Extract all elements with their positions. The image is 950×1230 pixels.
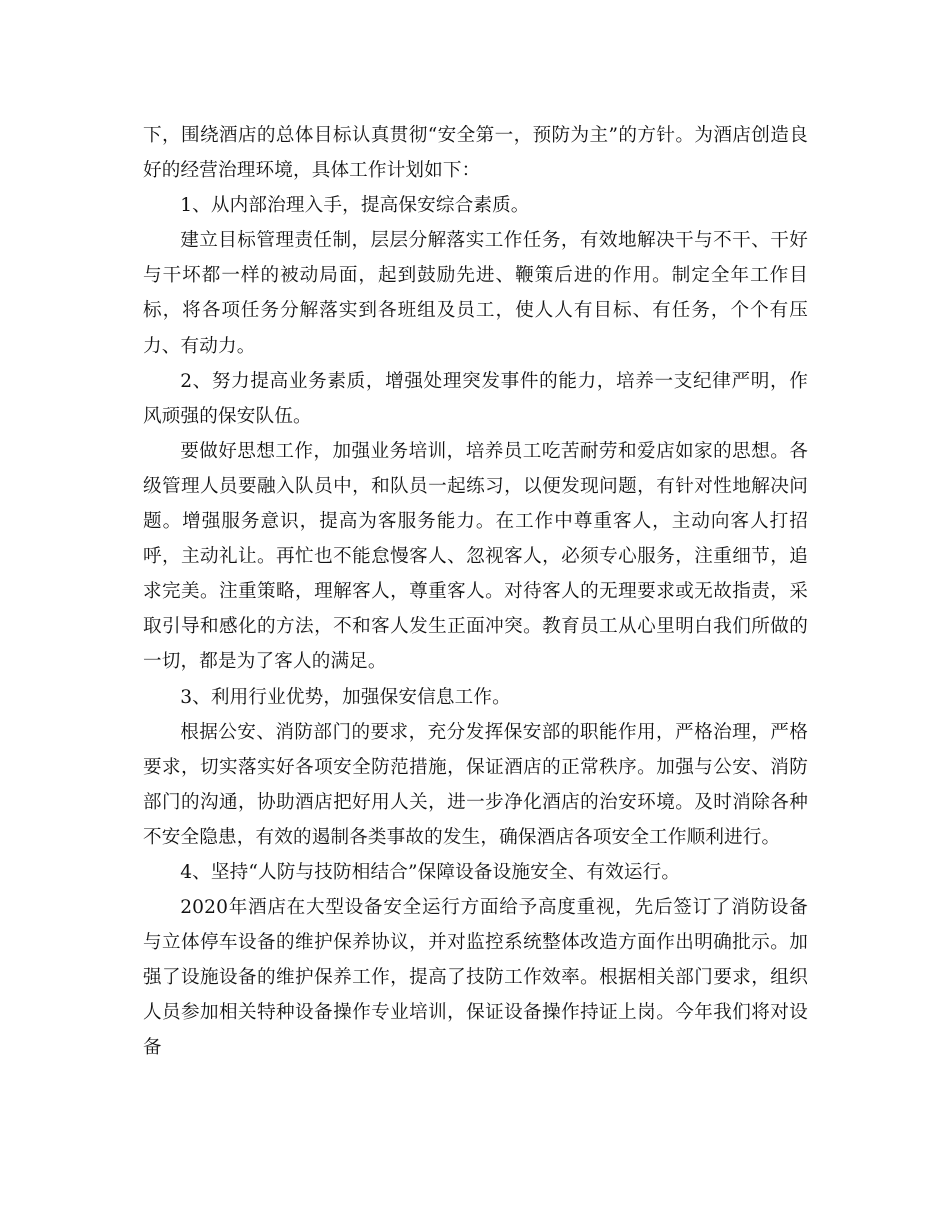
section-heading-4: 4、坚持“人防与技防相结合”保障设备设施安全、有效运行。 bbox=[180, 861, 681, 883]
paragraph-section-2: 要做好思想工作，加强业务培训，培养员工吃苦耐劳和爱店如家的思想。各级管理人员要融入队员中，和队员一起练习，以便发现问题，有针对性地解决问题。增强服务意识，提高为客服务能力。在工作中尊重客人，主动向客人打招呼，主动礼让。再忙也不能怠慢客人、忽视客人，必须专心服务，注重细节，追求完美。注重策略，理解客人，尊重客人。对待客人的无理要求或无故指责，采取引导和感化的方法，不和客人发生正面冲突。教育员工从心里明白我们所做的一切，都是为了客人的满足。 bbox=[143, 440, 808, 673]
paragraph-section-3: 根据公安、消防部门的要求，充分发挥保安部的职能作用，严格治理，严格要求，切实落实好各项安全防范措施，保证酒店的正常秩序。加强与公安、消防部门的沟通，协助酒店把好用人关，进一步净化酒店的治安环境。及时消除各种不安全隐患，有效的遏制各类事故的发生，确保酒店各项安全工作顺利进行。 bbox=[143, 721, 808, 848]
paragraph-section-4: 2020年酒店在大型设备安全运行方面给予高度重视，先后签订了消防设备与立体停车设备的维护保养协议，并对监控系统整体改造方面作出明确批示。加强了设施设备的维护保养工作，提高了技防工作效率。根据相关部门要求，组织人员参加相关特种设备操作专业培训，保证设备操作持证上岗。今年我们将对设备 bbox=[143, 897, 808, 1059]
document-body bbox=[143, 118, 808, 1066]
section-heading-1: 1、从内部治理入手，提高保安综合素质。 bbox=[180, 195, 530, 217]
section-heading-2: 2、努力提高业务素质，增强处理突发事件的能力，培养一支纪律严明，作风顽强的保安队伍。 bbox=[143, 370, 808, 427]
section-heading-3: 3、利用行业优势，加强保安信息工作。 bbox=[180, 686, 511, 708]
paragraph-intro: 下，围绕酒店的总体目标认真贯彻“安全第一，预防为主”的方针。为酒店创造良好的经营治理环境，具体工作计划如下： bbox=[143, 125, 808, 182]
paragraph-section-1: 建立目标管理责任制，层层分解落实工作任务，有效地解决干与不干、干好与干坏都一样的被动局面，起到鼓励先进、鞭策后进的作用。制定全年工作目标，将各项任务分解落实到各班组及员工，使人人有目标、有任务，个个有压力、有动力。 bbox=[143, 230, 808, 357]
